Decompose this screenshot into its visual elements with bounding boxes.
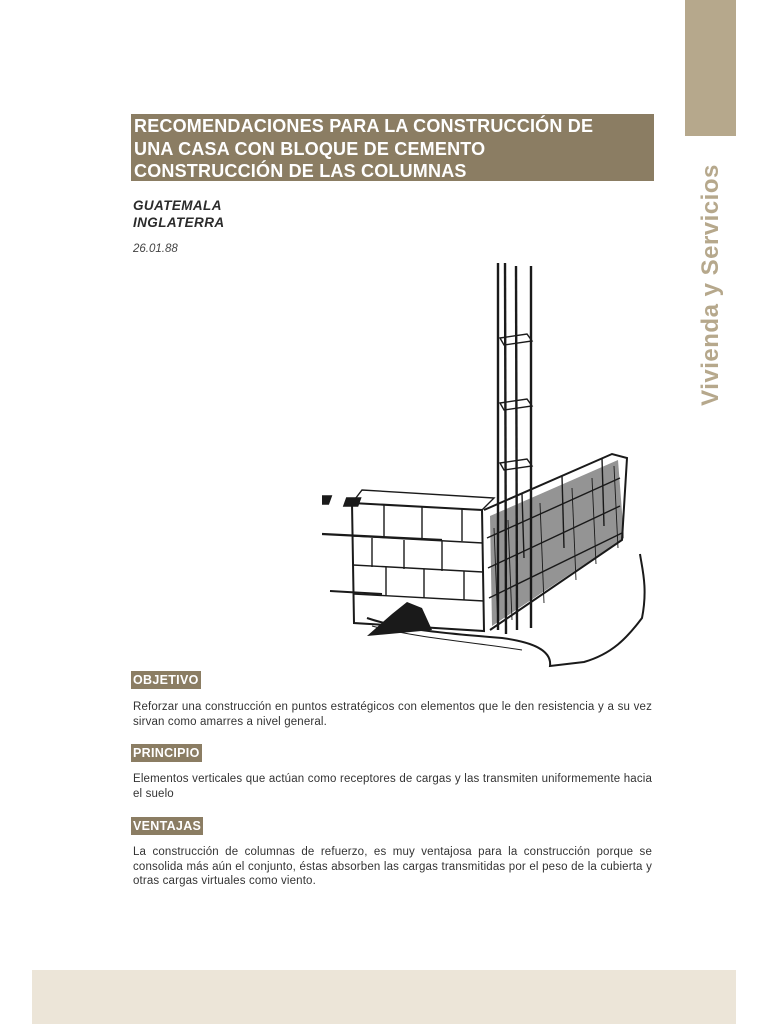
title-line-2: UNA CASA CON BLOQUE DE CEMENTO bbox=[134, 138, 486, 159]
column-construction-illustration bbox=[322, 258, 654, 670]
section-label-ventajas: VENTAJAS bbox=[133, 819, 202, 833]
section-text-ventajas: La construcción de columnas de refuerzo, es muy ventajosa para la construcción porque se consolida más aún el conjunto, éstas absorben las cargas transmitidas por el peso de la cubierta y otras cargas virtuales como viento. bbox=[133, 846, 652, 887]
title-line-3: CONSTRUCCIÓN DE LAS COLUMNAS bbox=[134, 161, 467, 181]
country-guatemala: GUATEMALA bbox=[133, 198, 222, 213]
page-title bbox=[131, 114, 654, 181]
section-label-objetivo: OBJETIVO bbox=[133, 673, 199, 687]
document-date: 26.01.88 bbox=[133, 243, 178, 255]
title-line-1: RECOMENDACIONES PARA LA CONSTRUCCIÓN DE bbox=[134, 116, 594, 136]
footer-band bbox=[32, 970, 736, 1024]
side-category-label bbox=[685, 140, 736, 430]
section-text-principio: Elementos verticales que actúan como receptores de cargas y las transmiten uniformemente hacia el suelo bbox=[133, 773, 652, 800]
side-tab bbox=[685, 0, 736, 136]
country-list bbox=[133, 197, 225, 231]
section-text-objetivo: Reforzar una construcción en puntos estratégicos con elementos que le den resistencia y a su vez sirvan como amarres a nivel general. bbox=[133, 701, 652, 728]
side-category-text: Vivienda y Servicios bbox=[696, 164, 724, 406]
section-label-principio: PRINCIPIO bbox=[133, 746, 200, 760]
country-inglaterra: INGLATERRA bbox=[133, 215, 225, 230]
